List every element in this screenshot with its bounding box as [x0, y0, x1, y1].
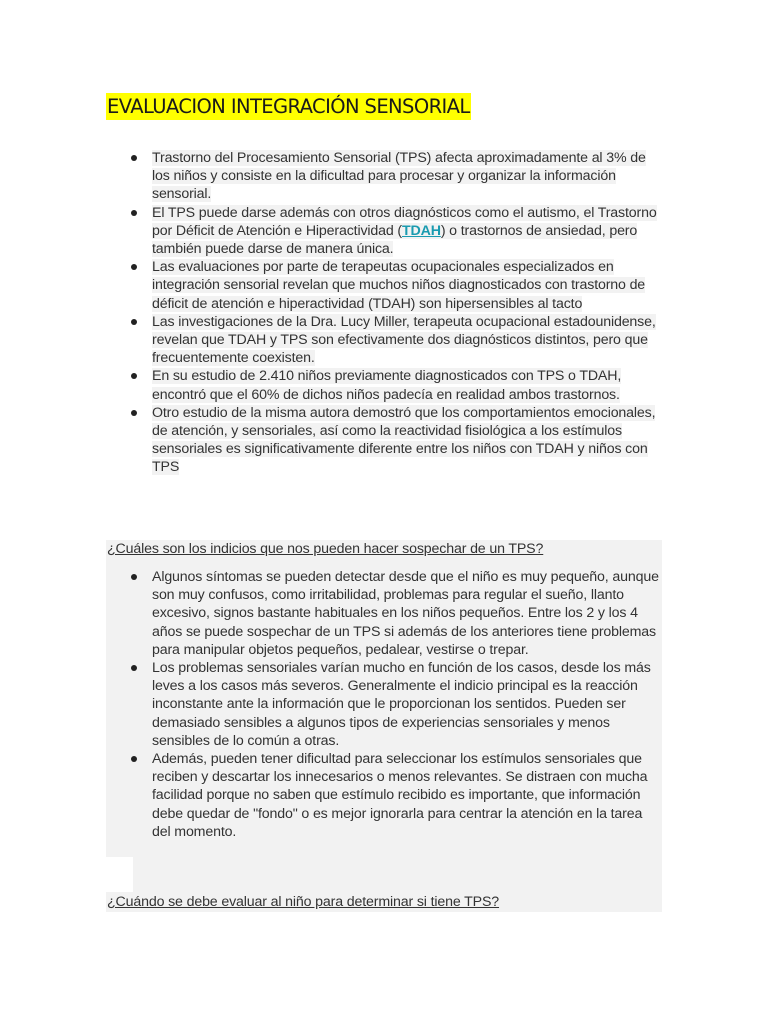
list-item: [106, 659, 662, 750]
list-item: [106, 204, 661, 259]
list-item-text: Las evaluaciones por parte de terapeutas ocupacionales especializados en integración sensorial revelan que muchos niños diagnosticados con trastorno de déficit de atención e hiperactividad (TDAH) son hipersensibles al tacto: [152, 259, 646, 312]
intro-bullet-list: [106, 149, 661, 477]
list-item-text: Algunos síntomas se pueden detectar desde que el niño es muy pequeño, aunque son muy confusos, como irritabilidad, problemas para regular el sueño, llanto excesivo, signos bastante habituales en los niños pequeños. Entre los 2 y los 4 años se puede sospechar de un TPS si además de los anteriores tiene problemas para manipular objetos pequeños, pedalear, vestirse o trepar.: [152, 569, 659, 658]
list-item: [106, 404, 661, 477]
tdah-link[interactable]: TDAH: [402, 222, 441, 239]
list-item-text: Además, pueden tener dificultad para seleccionar los estímulos sensoriales que reciben y descartar los innecesarios o menos relevantes. Se distraen con mucha facilidad porque no saben que estímulo recibido es importante, que información debe quedar de "fondo" o es mejor ignorarla para centrar la atención en la tarea del momento.: [152, 751, 648, 840]
question-heading-evaluar: ¿Cuándo se debe evaluar al niño para determinar si tiene TPS?: [107, 894, 500, 910]
list-item: [106, 367, 661, 403]
list-item: [106, 258, 661, 313]
list-item: [106, 313, 661, 368]
list-item-text: Los problemas sensoriales varían mucho en función de los casos, desde los más leves a los casos más severos. Generalmente el indicio principal es la reacción inconstante ante la información que le proporcionan los sentidos. Pueden ser demasiado sensibles a algunos tipos de experiencias sensoriales y menos sensibles de lo común a otras.: [152, 660, 651, 749]
list-item: [106, 149, 661, 204]
section-notch: [106, 857, 133, 892]
page-title: EVALUACION INTEGRACIÓN SENSORIAL: [107, 95, 470, 118]
list-item-text: ) o trastornos de ansiedad, pero también puede darse de manera única.: [152, 222, 638, 258]
question-heading-indicios: ¿Cuáles son los indicios que nos pueden hacer sospechar de un TPS?: [107, 541, 544, 557]
list-item-text: En su estudio de 2.410 niños previamente diagnosticados con TPS o TDAH, encontró que el 60% de dichos niños padecía en realidad ambos trastornos.: [152, 368, 622, 403]
list-item-text: Las investigaciones de la Dra. Lucy Miller, terapeuta ocupacional estadounidense, revelan que TDAH y TPS son efectivamente dos diagnósticos distintos, pero que frecuentemente coexisten.: [152, 313, 656, 367]
list-item: [106, 750, 662, 841]
indicios-bullet-list: [106, 568, 662, 841]
list-item-text: El TPS puede darse además con otros diagnósticos como el autismo, el Trastorno por Déficit de Atención e Hiperactividad (: [152, 204, 657, 239]
list-item: [106, 568, 662, 659]
list-item-text: Otro estudio de la misma autora demostró que los comportamientos emocionales, de atención, y sensoriales, así como la reactividad fisiológica a los estímulos sensoriales es significativamente diferente entre los niños con TDAH y niños con TPS: [152, 404, 656, 476]
list-item-text: Trastorno del Procesamiento Sensorial (TPS) afecta aproximadamente al 3% de los niños y consiste en la dificultad para procesar y organizar la información sensorial.: [152, 150, 646, 203]
